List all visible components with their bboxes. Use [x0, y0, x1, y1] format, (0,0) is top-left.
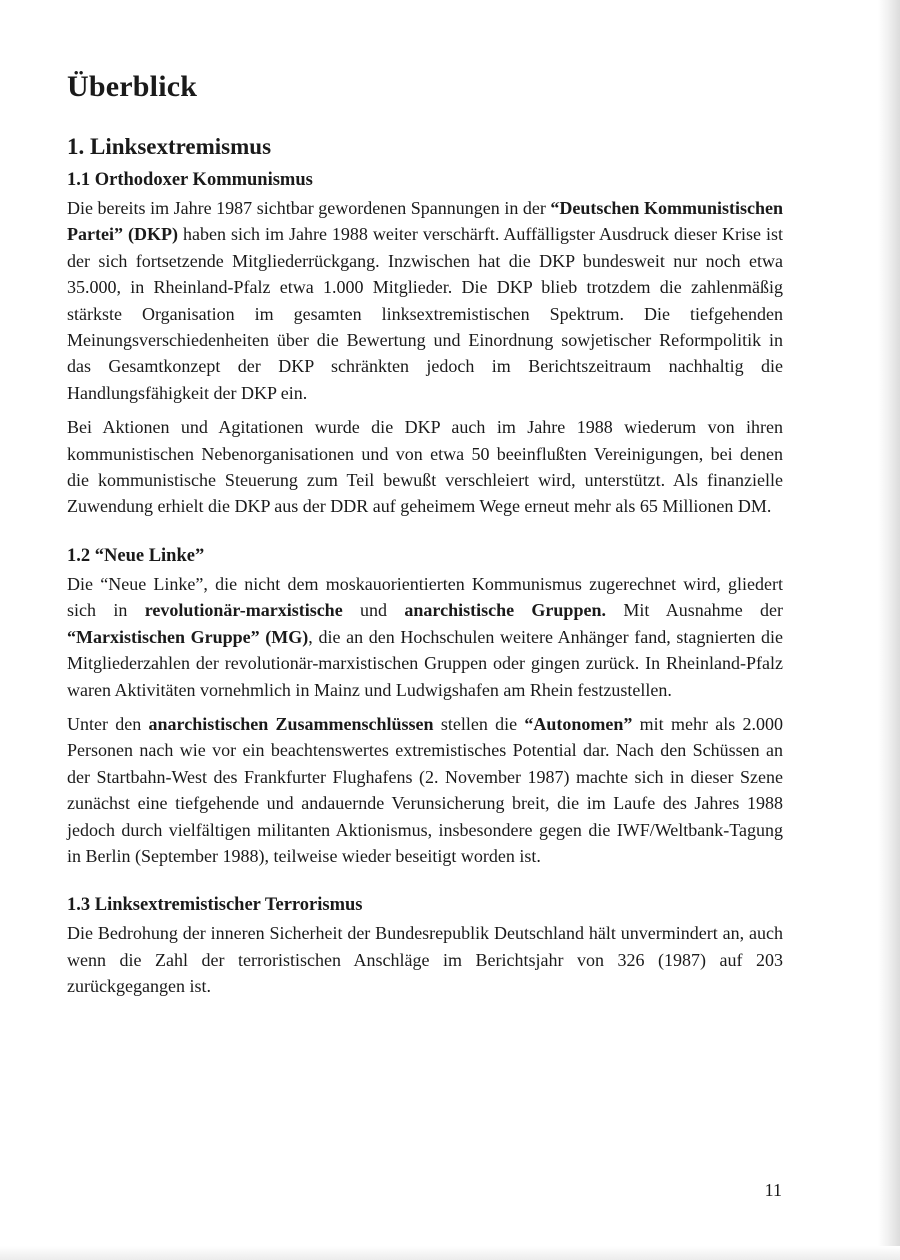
subsection-heading-orthodoxer-kommunismus: 1.1 Orthodoxer Kommunismus [67, 170, 313, 190]
page-bottom-edge [0, 1246, 900, 1260]
page-number: 11 [764, 1180, 782, 1200]
bold-term-anarchistische-zusammenschluesse: anarchistischen Zusammenschlüssen [148, 713, 434, 734]
paragraph-autonome: Unter den anarchistischen Zusammenschlüssen stellen die “Autonomen” mit mehr als 2.000 Personen nach wie vor ein beachtenswertes extremistisches Potential dar. Nach den Schüssen an der Startbahn-West des Frankfurter Flughafens (2. November 1987) machte sich in dieser Szene zunächst eine tiefgehende und andauernde Verunsicherung breit, die im Laufe des Jahres 1988 jedoch durch vielfältigen militanten Aktionismus, insbesondere gegen die IWF/Weltbank-Tagung in Berlin (September 1988), teilweise wieder beseitigt worden ist. [67, 713, 783, 866]
paragraph-dkp-actions: Bei Aktionen und Agitationen wurde die DKP auch im Jahre 1988 wiederum von ihren kommunistischen Nebenorganisationen und von etwa 50 beeinflußten Vereinigungen, bei denen die kommunistische Steuerung zum Teil bewußt verschleiert wird, unterstützt. Als finanzielle Zuwendung erhielt die DKP aus der DDR auf geheimem Wege erneut mehr als 65 Millionen DM. [67, 417, 783, 517]
page-title: Überblick [67, 70, 198, 103]
paragraph-terrorismus: Die Bedrohung der inneren Sicherheit der Bundesrepublik Deutschland hält unvermindert an, auch wenn die Zahl der terroristischen Anschläge im Berichtsjahr von 326 (1987) auf 203 zurückgegangen ist. [67, 923, 783, 997]
paragraph-neue-linke: Die “Neue Linke”, die nicht dem moskauorientierten Kommunismus zugerechnet wird, gliedert sich in revolutionär-marxistische und anarchistische Gruppen. Mit Ausnahme der “Marxistischen Gruppe” (MG), die an den Hochschulen weitere Anhänger fand, stagnierten die Mitgliederzahlen der revolutionär-marxistischen Gruppen oder gingen zurück. In Rheinland-Pfalz waren Aktivitäten vornehmlich in Mainz und Ludwigshafen am Rhein festzustellen. [67, 573, 784, 700]
bold-term-dkp: “Deutschen Kommunistischen Partei” (DKP) [67, 198, 783, 245]
page-edge-shadow [878, 0, 900, 1260]
document-body [67, 70, 783, 1008]
subsection-heading-terrorismus: 1.3 Linksextremistischer Terrorismus [67, 895, 363, 916]
subsection-heading-neue-linke: 1.2 “Neue Linke” [67, 545, 205, 566]
bold-term-mg: “Marxistischen Gruppe” (MG) [67, 626, 309, 647]
bold-term-revolutionaer: revolutionär-marxistische [144, 600, 343, 621]
section-heading-linksextremismus: 1. Linksextremismus [67, 134, 272, 159]
paragraph-dkp-crisis: Die bereits im Jahre 1987 sichtbar gewordenen Spannungen in der “Deutschen Kommunistischen Partei” (DKP) haben sich im Jahre 1988 weiter verschärft. Auffälligster Ausdruck dieser Krise ist der sich fortsetzende Mitgliederrückgang. Inzwischen hat die DKP bundesweit nur noch etwa 35.000, in Rheinland-Pfalz etwa 1.000 Mitglieder. Die DKP blieb trotzdem die zahlenmäßig stärkste Organisation im gesamten linksextremistischen Spektrum. Die tiefgehenden Meinungsverschiedenheiten über die Bewertung und Einordnung sowjetischer Reformpolitik in das Gesamtkonzept der DKP schränkten jedoch im Berichtszeitraum nachhaltig die Handlungsfähigkeit der DKP ein. [67, 198, 783, 403]
bold-term-autonome: “Autonomen” [524, 713, 633, 734]
bold-term-anarchistische-gruppen: anarchistische Gruppen. [404, 600, 606, 621]
